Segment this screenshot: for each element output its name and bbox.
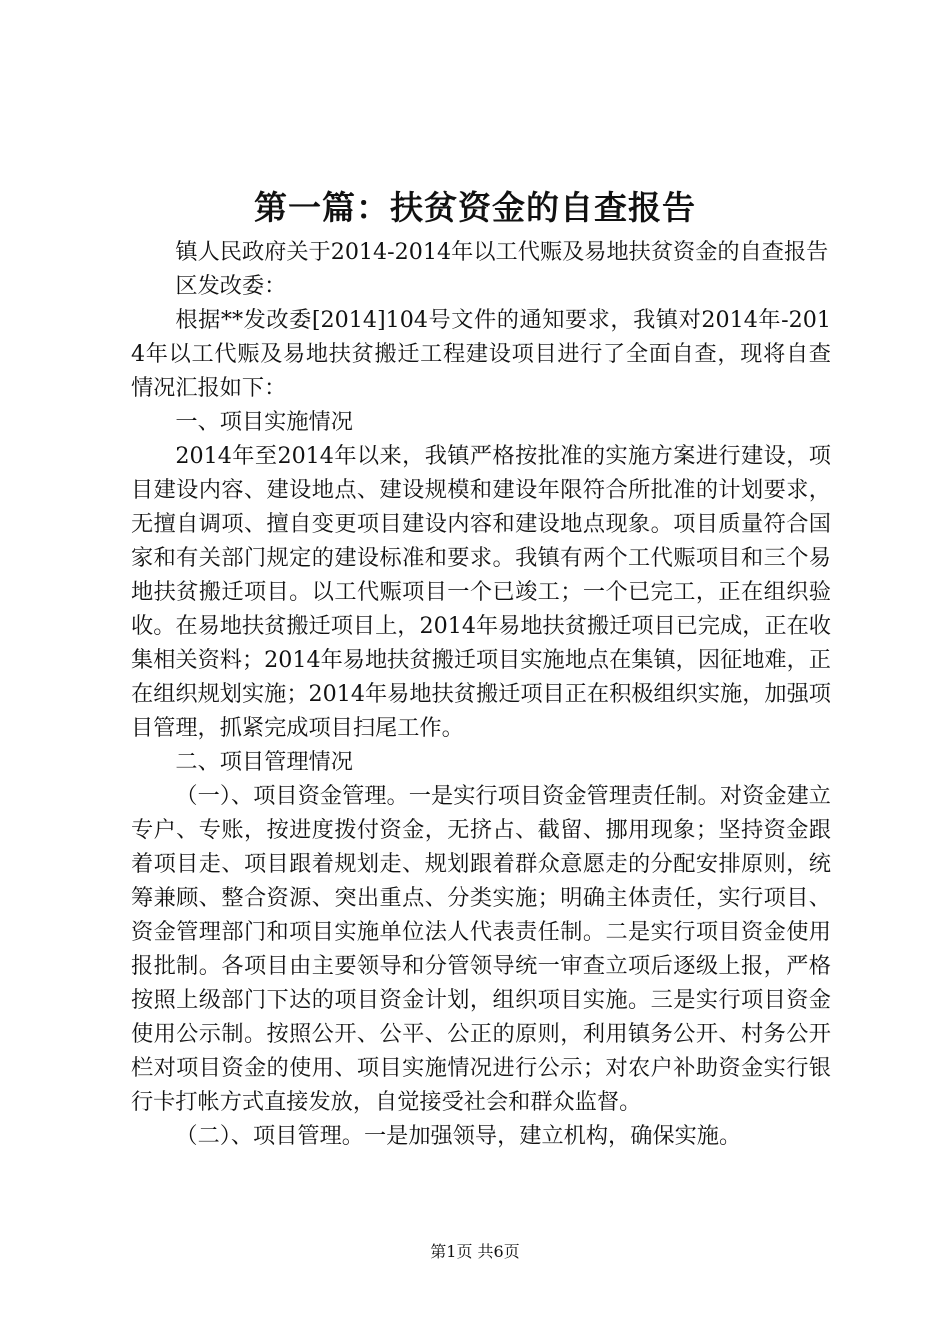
section-2-1-paragraph: （一）、项目资金管理。一是实行项目资金管理责任制。对资金建立专户、专账，按进度拨付资金，无挤占、截留、挪用现象；坚持资金跟着项目走、项目跟着规划走、规划跟着群众意愿走的分配安排原则，统筹兼顾、整合资源、突出重点、分类实施；明确主体责任，实行项目、资金管理部门和项目实施单位法人代表责任制。二是实行项目资金使用报批制。各项目由主要领导和分管领导统一审查立项后逐级上报，严格按照上级部门下达的项目资金计划，组织项目实施。三是实行项目资金使用公示制。按照公开、公平、公正的原则，利用镇务公开、村务公开栏对项目资金的使用、项目实施情况进行公示；对农户补助资金实行银行卡打帐方式直接发放，自觉接受社会和群众监督。: [131, 783, 831, 1115]
page-footer: 第1页 共6页: [430, 1242, 520, 1261]
section-heading-1: 一、项目实施情况: [175, 409, 353, 435]
section-2-2-paragraph: （二）、项目管理。一是加强领导，建立机构，确保实施。: [175, 1123, 742, 1149]
document-body: [131, 235, 831, 1153]
section-1-paragraph: 2014年至2014年以来，我镇严格按批准的实施方案进行建设，项目建设内容、建设地点、建设规模和建设年限符合所批准的计划要求，无擅自调项、擅自变更项目建设内容和建设地点现象。项目质量符合国家和有关部门规定的建设标准和要求。我镇有两个工代赈项目和三个易地扶贫搬迁项目。以工代赈项目一个已竣工；一个已完工，正在组织验收。在易地扶贫搬迁项目上，2014年易地扶贫搬迁项目已完成，正在收集相关资料；2014年易地扶贫搬迁项目实施地点在集镇，因征地难，正在组织规划实施；2014年易地扶贫搬迁项目正在积极组织实施，加强项目管理，抓紧完成项目扫尾工作。: [131, 443, 831, 741]
subtitle-paragraph: 镇人民政府关于2014-2014年以工代赈及易地扶贫资金的自查报告: [175, 239, 829, 265]
document-title: 第一篇：扶贫资金的自查报告: [254, 188, 696, 227]
intro-paragraph: 根据**发改委[2014]104号文件的通知要求，我镇对2014年-2014年以工代赈及易地扶贫搬迁工程建设项目进行了全面自查，现将自查情况汇报如下：: [131, 307, 831, 401]
addressee-paragraph: 区发改委：: [175, 273, 287, 299]
section-heading-2: 二、项目管理情况: [175, 749, 353, 775]
